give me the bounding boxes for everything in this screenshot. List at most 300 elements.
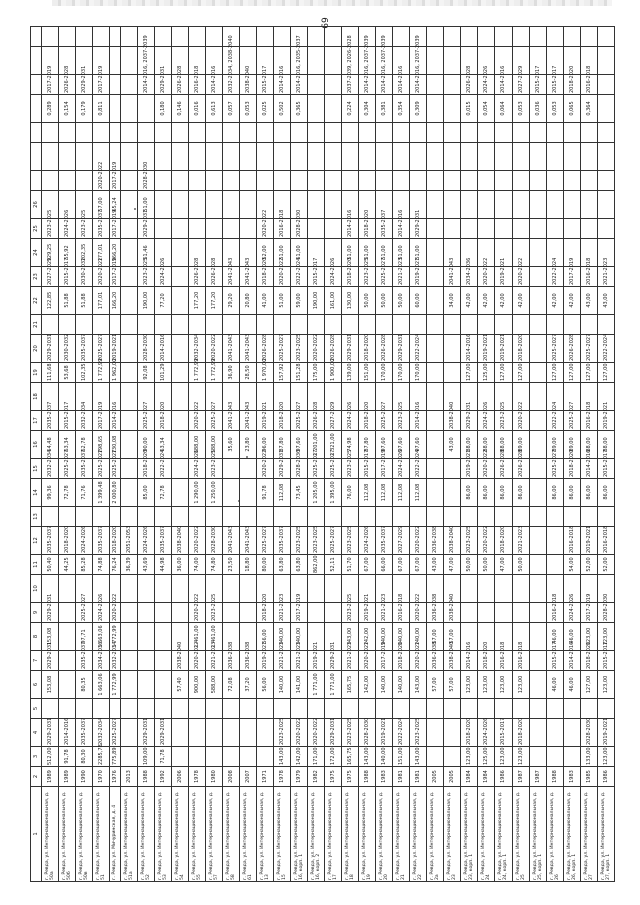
value-cell: 62,78	[75, 431, 92, 459]
value-cell	[41, 507, 58, 527]
value-cell	[222, 479, 239, 507]
value-cell	[109, 315, 120, 335]
value-cell	[274, 27, 291, 47]
value-cell: 2022-2024	[597, 335, 614, 363]
address-cell: г. Ревда, ул. Интернациональная, д. 19	[359, 787, 376, 882]
value-cell	[75, 315, 92, 335]
header-cell	[31, 27, 42, 47]
value-cell	[495, 27, 512, 47]
value-cell: 2020-2022	[188, 527, 205, 555]
value-cell: 2030-2032	[58, 335, 75, 363]
header-cell: 6	[31, 671, 42, 699]
value-cell: 2015-2017	[257, 75, 274, 95]
value-cell: 60,00	[410, 287, 427, 315]
value-cell: 123,00	[597, 623, 614, 651]
value-cell: 2028-2030	[580, 719, 597, 747]
value-cell: 0,146	[171, 95, 188, 123]
value-cell: 2024-2026	[75, 527, 92, 555]
value-cell	[222, 603, 239, 623]
value-cell: 2022-2024	[291, 267, 308, 287]
header-cell: 25	[31, 219, 42, 239]
value-cell: 2038-2040	[444, 603, 461, 623]
value-cell: 198,65	[92, 431, 109, 459]
value-cell	[512, 171, 529, 191]
value-cell	[580, 171, 597, 191]
value-cell	[427, 363, 444, 383]
value-cell: 2026-2028	[512, 459, 529, 479]
value-cell: 46,00	[563, 671, 580, 699]
address-cell: г. Ревда, ул. Интернациональная, д. 55	[188, 787, 205, 882]
repair-schedule-table	[30, 26, 615, 882]
value-cell	[546, 143, 563, 171]
value-cell: 57,00	[444, 623, 461, 651]
value-cell: 130,08	[109, 431, 120, 459]
value-cell: 51,88	[75, 287, 92, 315]
value-cell	[257, 27, 274, 47]
value-cell: 2014-2016	[410, 411, 427, 431]
value-cell	[137, 699, 154, 719]
value-cell	[529, 459, 546, 479]
value-cell	[393, 143, 410, 171]
value-cell: 123,00	[478, 671, 495, 699]
value-cell: 2035-2037	[41, 411, 58, 431]
value-cell: 74,98	[342, 431, 359, 459]
address-cell: г. Ревда, ул. Интернациональная, д. 57	[205, 787, 222, 882]
value-cell: 2024-2026	[478, 75, 495, 95]
value-cell: 2023-2025	[342, 719, 359, 747]
value-cell: 2015-2017	[597, 459, 614, 479]
value-cell: 143,00	[410, 671, 427, 699]
value-cell: 143,00	[359, 747, 376, 767]
value-cell: 2023-2025	[205, 459, 222, 479]
value-cell	[75, 123, 92, 143]
value-cell	[188, 27, 205, 47]
value-cell: 57,00	[427, 623, 444, 651]
value-cell: 2023-2025	[291, 335, 308, 363]
value-cell	[257, 507, 274, 527]
value-cell	[120, 651, 137, 671]
table-row	[75, 27, 92, 882]
value-cell: 1 962,00	[109, 363, 120, 383]
value-cell: 123,00	[597, 747, 614, 767]
value-cell	[222, 507, 239, 527]
value-cell	[325, 699, 342, 719]
value-cell: 2020-2022	[478, 459, 495, 479]
value-cell: 52,11	[325, 555, 342, 575]
value-cell	[58, 315, 75, 335]
value-cell	[240, 747, 257, 767]
value-cell: 2014-2016	[109, 411, 120, 431]
address-cell: г. Ревда, ул. Интернациональная, д. 50в	[75, 787, 92, 882]
value-cell	[222, 315, 239, 335]
value-cell: 2021-2023	[597, 267, 614, 287]
value-cell	[478, 699, 495, 719]
value-cell: 2036-2038	[427, 651, 444, 671]
value-cell	[188, 143, 205, 171]
value-cell	[171, 267, 188, 287]
value-cell	[325, 315, 342, 335]
value-cell	[444, 75, 461, 95]
value-cell	[376, 123, 393, 143]
value-cell	[580, 143, 597, 171]
value-cell: 2020-2022	[359, 651, 376, 671]
value-cell: 2020-2022	[205, 335, 222, 363]
value-cell: 2027-2029	[41, 267, 58, 287]
value-cell	[120, 603, 137, 623]
value-cell	[478, 191, 495, 219]
value-cell	[257, 123, 274, 143]
value-cell	[240, 171, 257, 191]
value-cell: 2014-2016	[393, 75, 410, 95]
value-cell	[342, 171, 359, 191]
value-cell: 2018-2020	[495, 527, 512, 555]
value-cell	[137, 575, 154, 603]
page-number: 69	[318, 17, 329, 29]
value-cell: 175,00	[308, 363, 325, 383]
value-cell	[359, 315, 376, 335]
value-cell	[529, 143, 546, 171]
value-cell: 2026-2028	[325, 335, 342, 363]
value-cell: 177,20	[205, 287, 222, 315]
value-cell: 2041-2043	[222, 527, 239, 555]
value-cell	[58, 143, 75, 171]
value-cell: 2025-2027	[308, 459, 325, 479]
value-cell: 2019-2021	[478, 335, 495, 363]
value-cell	[92, 699, 109, 719]
value-cell	[444, 363, 461, 383]
value-cell	[291, 699, 308, 719]
header-cell: 24	[31, 239, 42, 267]
value-cell: 2026-2028	[257, 335, 274, 363]
value-cell	[58, 507, 75, 527]
value-cell: 1 900,00	[325, 363, 342, 383]
value-cell	[308, 47, 325, 75]
value-cell: 18,80	[240, 555, 257, 575]
value-cell	[120, 623, 137, 651]
value-cell: 43,00	[597, 287, 614, 315]
value-cell: 51,46	[137, 239, 154, 267]
value-cell	[205, 191, 222, 219]
value-cell	[495, 191, 512, 219]
value-cell: 142,00	[359, 623, 376, 651]
value-cell: 2014-2016	[58, 719, 75, 747]
value-cell: 63,80	[291, 555, 308, 575]
value-cell: 2015-2017	[359, 459, 376, 479]
value-cell: 88,00	[580, 431, 597, 459]
value-cell: 1 772,99	[109, 623, 120, 651]
value-cell	[563, 27, 580, 47]
address-cell: г. Ревда, ул. Интернациональная, д. 16, корп. 1	[291, 787, 308, 882]
value-cell: 190,00	[308, 287, 325, 315]
value-cell: 2035-2037	[75, 719, 92, 747]
value-cell: 1 250,00	[205, 479, 222, 507]
header-cell: 4	[31, 719, 42, 747]
value-cell	[495, 315, 512, 335]
value-cell: 2015-2017	[597, 651, 614, 671]
value-cell: 101,29	[154, 363, 171, 383]
header-cell	[31, 143, 42, 171]
value-cell: 36,00	[171, 555, 188, 575]
value-cell	[171, 171, 188, 191]
year-cell: 1983	[376, 767, 393, 787]
value-cell	[427, 287, 444, 315]
value-cell: 74,88	[92, 555, 109, 575]
value-cell: 2014-2016, 2037-2039	[359, 75, 376, 95]
value-cell: 139,00	[342, 363, 359, 383]
value-cell	[597, 219, 614, 239]
value-cell: 97,71	[75, 623, 92, 651]
value-cell: 2023-2025	[495, 411, 512, 431]
value-cell	[291, 171, 308, 191]
value-cell	[75, 507, 92, 527]
value-cell	[580, 27, 597, 47]
table-row	[410, 27, 427, 882]
value-cell: 2025-2027	[325, 527, 342, 555]
address-cell: г. Ревда, ул. Интернациональная, д. 16, корп. 2	[308, 787, 325, 882]
value-cell: 0,015	[461, 95, 478, 123]
value-cell: 76,00	[342, 479, 359, 507]
value-cell	[410, 507, 427, 527]
value-cell	[92, 123, 109, 143]
value-cell	[171, 507, 188, 527]
value-cell: 188,00	[188, 431, 205, 459]
value-cell	[529, 27, 546, 47]
value-cell: 2028-2030	[291, 219, 308, 239]
value-cell: 2018-2020	[342, 267, 359, 287]
header-cell: 26	[31, 191, 42, 219]
value-cell: 86,00	[512, 479, 529, 507]
value-cell: 171,00	[308, 747, 325, 767]
value-cell	[359, 171, 376, 191]
value-cell	[109, 75, 120, 95]
year-cell: 1989	[41, 767, 58, 787]
value-cell	[427, 479, 444, 507]
value-cell: 2021-2023	[274, 603, 291, 623]
table-row	[546, 27, 563, 882]
value-cell	[325, 95, 342, 123]
value-cell: 2018-2020	[359, 411, 376, 431]
value-cell: 42,00	[546, 287, 563, 315]
value-cell	[120, 75, 137, 95]
table-row	[495, 27, 512, 882]
value-cell	[41, 27, 58, 47]
value-cell: 2029-2031	[393, 335, 410, 363]
value-cell: 112,08	[410, 479, 427, 507]
value-cell: 86,00	[478, 479, 495, 507]
value-cell: 2021-2023	[512, 527, 529, 555]
table-row	[257, 27, 274, 882]
value-cell	[512, 123, 529, 143]
value-cell	[222, 719, 239, 747]
value-cell: 2018-2020	[393, 651, 410, 671]
value-cell: 2029-2031	[41, 335, 58, 363]
value-cell	[359, 507, 376, 527]
value-cell: 51,00	[274, 239, 291, 267]
value-cell: 2014-2016	[154, 335, 171, 363]
value-cell: 2018-2020	[257, 267, 274, 287]
value-cell	[376, 507, 393, 527]
value-cell	[137, 671, 154, 699]
value-cell: 54,00	[563, 555, 580, 575]
address-cell: г. Ревда, ул. Интернациональная, д. 50б	[58, 787, 75, 882]
table-row	[478, 27, 495, 882]
value-cell	[291, 315, 308, 335]
header-cell: 18	[31, 383, 42, 411]
value-cell: 0,057	[222, 95, 239, 123]
value-cell: 512,00	[41, 747, 58, 767]
value-cell	[342, 123, 359, 143]
value-cell: 170,00	[393, 363, 410, 383]
value-cell	[137, 95, 154, 123]
value-cell	[257, 699, 274, 719]
value-cell	[427, 267, 444, 287]
value-cell	[308, 507, 325, 527]
value-cell: 51,00	[376, 239, 393, 267]
value-cell: 2029-2031	[410, 219, 427, 239]
value-cell	[478, 123, 495, 143]
value-cell: 88,00	[461, 431, 478, 459]
value-cell: 123,00	[495, 671, 512, 699]
value-cell: 2022-2024	[410, 459, 427, 479]
value-cell	[308, 191, 325, 219]
value-cell	[291, 507, 308, 527]
value-cell	[495, 575, 512, 603]
value-cell: 80,35	[75, 671, 92, 699]
value-cell: 2015-2017	[546, 651, 563, 671]
value-cell	[444, 479, 461, 507]
value-cell: 2014-2016, 2035-2037	[291, 75, 308, 95]
value-cell: 102,35	[75, 363, 92, 383]
value-cell	[188, 315, 205, 335]
value-cell	[597, 123, 614, 143]
value-cell	[393, 315, 410, 335]
value-cell: 36,90	[222, 363, 239, 383]
value-cell	[529, 671, 546, 699]
table-row	[393, 27, 410, 882]
value-cell	[495, 603, 512, 623]
value-cell	[154, 699, 171, 719]
year-cell: 1988	[137, 767, 154, 787]
value-cell: 2022-2024	[410, 335, 427, 363]
header-cell	[31, 47, 42, 75]
address-cell: г. Ревда, ул. Интернациональная, д. 17	[325, 787, 342, 882]
value-cell: 127,00	[461, 363, 478, 383]
value-cell	[427, 459, 444, 479]
value-cell: 59,00	[291, 287, 308, 315]
value-cell: 140,00	[274, 671, 291, 699]
value-cell: 2017-2019	[376, 459, 393, 479]
header-cell	[31, 75, 42, 95]
year-cell: 1978	[188, 767, 205, 787]
value-cell: 172,00	[325, 747, 342, 767]
table-row	[342, 27, 359, 882]
value-cell	[171, 459, 188, 479]
table-row	[376, 27, 393, 882]
value-cell: 2028-2030	[137, 335, 154, 363]
value-cell: 165,75	[342, 747, 359, 767]
value-cell: 2019-2021	[257, 411, 274, 431]
value-cell: 36,39	[120, 555, 137, 575]
value-cell	[478, 171, 495, 191]
value-cell: 2017-2019	[580, 603, 597, 623]
value-cell: 2035-2037	[92, 527, 109, 555]
value-cell: 2032-2034	[75, 411, 92, 431]
value-cell: 0,502	[274, 95, 291, 123]
value-cell: 2021-2023	[342, 651, 359, 671]
value-cell	[308, 95, 325, 123]
value-cell: 188,00	[205, 431, 222, 459]
value-cell	[120, 143, 137, 171]
value-cell	[171, 143, 188, 171]
value-cell: 0,016	[188, 95, 205, 123]
value-cell: 2025-2027	[75, 603, 92, 623]
value-cell	[461, 315, 478, 335]
header-row	[31, 27, 42, 882]
value-cell	[529, 383, 546, 411]
value-cell: 2020-2022	[188, 651, 205, 671]
value-cell: 67,00	[359, 555, 376, 575]
value-cell: 2015-2017	[58, 411, 75, 431]
value-cell	[120, 507, 137, 527]
value-cell	[444, 459, 461, 479]
value-cell	[274, 123, 291, 143]
value-cell	[495, 507, 512, 527]
value-cell: 2017-2019	[41, 75, 58, 95]
value-cell: 165,75	[342, 671, 359, 699]
value-cell: 143,00	[274, 747, 291, 767]
header-cell: 17	[31, 411, 42, 431]
value-cell: 51,00	[291, 239, 308, 267]
value-cell	[325, 75, 342, 95]
value-cell	[205, 27, 222, 47]
value-cell: 2020-2022	[512, 267, 529, 287]
value-cell	[291, 143, 308, 171]
value-cell: 900,00	[188, 671, 205, 699]
value-cell: 2017-2019	[109, 267, 120, 287]
value-cell: 2023-2025	[137, 267, 154, 287]
value-cell: 127,00	[580, 671, 597, 699]
value-cell: 0,053	[546, 95, 563, 123]
value-cell: 2019-2021	[376, 719, 393, 747]
value-cell: 50,00	[359, 287, 376, 315]
value-cell	[154, 123, 171, 143]
value-cell: 2025-2027	[137, 411, 154, 431]
value-cell: 123,00	[597, 671, 614, 699]
value-cell: 2017-2019	[563, 267, 580, 287]
value-cell	[120, 95, 137, 123]
value-cell: 54,48	[41, 431, 58, 459]
value-cell: 0,054	[478, 95, 495, 123]
value-cell: 63,80	[274, 555, 291, 575]
year-cell: 1975	[325, 767, 342, 787]
value-cell	[427, 143, 444, 171]
value-cell	[597, 143, 614, 171]
value-cell: 151,00	[359, 363, 376, 383]
value-cell: 2023-2025	[461, 527, 478, 555]
value-cell	[597, 315, 614, 335]
value-cell: 2024-2026	[393, 459, 410, 479]
value-cell	[308, 75, 325, 95]
value-cell	[205, 171, 222, 191]
year-cell: 1992	[154, 767, 171, 787]
value-cell: 2014-2016	[495, 75, 512, 95]
value-cell: 1 663,06	[92, 671, 109, 699]
value-cell	[137, 315, 154, 335]
value-cell	[342, 143, 359, 171]
value-cell: 109,00	[137, 747, 154, 767]
address-cell: г. Ревда, ул. Интернациональная, д. 24	[478, 787, 495, 882]
value-cell	[495, 171, 512, 191]
